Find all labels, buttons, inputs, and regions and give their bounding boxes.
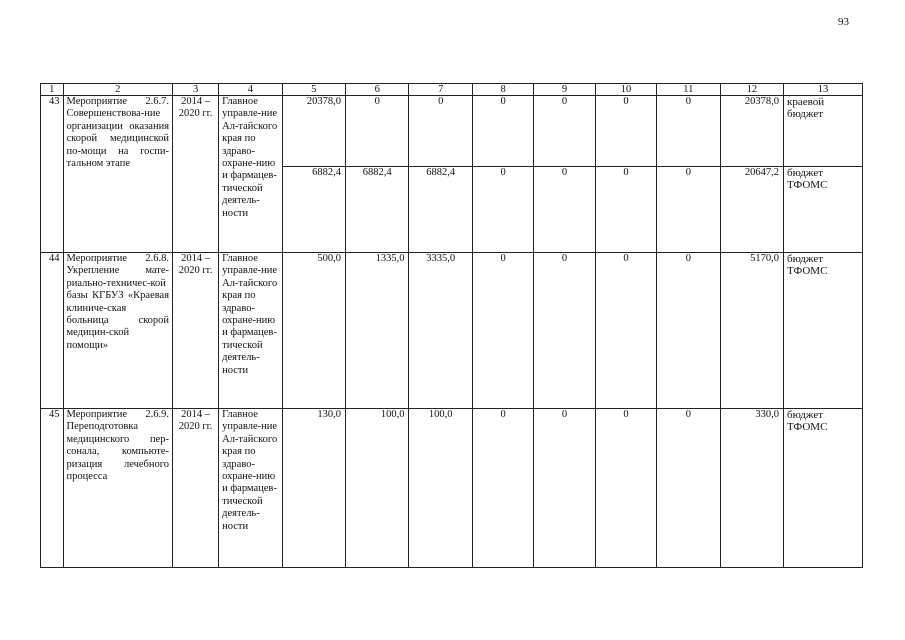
value-cell: 130,0: [282, 409, 345, 568]
value-cell: 100,0: [409, 409, 472, 568]
row-number: 43: [41, 96, 64, 253]
header-cell: 8: [472, 84, 533, 96]
executor: Главное управле-ние Ал-тайского края по здраво-охране-нию и фармацев-тической деятель-ности: [219, 96, 282, 253]
funding-source: бюджет ТФОМС: [784, 253, 863, 409]
value-cell: 0: [595, 167, 656, 253]
page-number: 93: [838, 16, 849, 28]
program-activities-table: [40, 83, 863, 568]
total-cell: 20647,2: [720, 167, 783, 253]
value-cell: 0: [472, 96, 533, 167]
header-cell: 1: [41, 84, 64, 96]
header-cell: 13: [784, 84, 863, 96]
header-cell: 2: [63, 84, 173, 96]
value-cell: 0: [472, 409, 533, 568]
value-cell: 100,0: [346, 409, 409, 568]
value-cell: 6882,4: [346, 167, 409, 253]
total-cell: 20378,0: [720, 96, 783, 167]
activity-name: Мероприятие 2.6.7. Совершенствова-ние организации оказания скорой медицинской по-мощи на госпи-тальном этапе: [63, 96, 173, 253]
executor: Главное управле-ние Ал-тайского края по здраво-охране-нию и фармацев-тической деятель-ности: [219, 409, 282, 568]
header-cell: 5: [282, 84, 345, 96]
value-cell: 0: [595, 96, 656, 167]
value-cell: 0: [657, 253, 720, 409]
header-cell: 11: [657, 84, 720, 96]
funding-source: бюджет ТФОМС: [784, 409, 863, 568]
funding-source: краевой бюджет: [784, 96, 863, 167]
value-cell: 0: [534, 167, 595, 253]
table-row: [41, 96, 863, 167]
value-cell: 0: [534, 409, 595, 568]
value-cell: 6882,4: [409, 167, 472, 253]
value-cell: 0: [534, 96, 595, 167]
activity-name: Мероприятие 2.6.8. Укрепление мате-риально-техничес-кой базы КГБУЗ «Краевая клиниче-ская больница скорой медицин-ской помощи»: [63, 253, 173, 409]
header-cell: 9: [534, 84, 595, 96]
value-cell: 0: [595, 253, 656, 409]
period: 2014 – 2020 гг.: [173, 253, 219, 409]
total-cell: 5170,0: [720, 253, 783, 409]
header-cell: 10: [595, 84, 656, 96]
header-cell: 3: [173, 84, 219, 96]
table-row: [41, 253, 863, 409]
value-cell: 0: [472, 167, 533, 253]
value-cell: 20378,0: [282, 96, 345, 167]
value-cell: 1335,0: [346, 253, 409, 409]
value-cell: 6882,4: [282, 167, 345, 253]
table-row: [41, 409, 863, 568]
value-cell: 0: [346, 96, 409, 167]
header-cell: 6: [346, 84, 409, 96]
header-cell: 12: [720, 84, 783, 96]
value-cell: 0: [472, 253, 533, 409]
value-cell: 0: [595, 409, 656, 568]
value-cell: 0: [657, 409, 720, 568]
total-cell: 330,0: [720, 409, 783, 568]
funding-source: бюджет ТФОМС: [784, 167, 863, 253]
header-cell: 4: [219, 84, 282, 96]
column-numbers-row: [41, 84, 863, 96]
activity-name: Мероприятие 2.6.9. Переподготовка медицинского пер-сонала, компьюте-ризация лечебного процесса: [63, 409, 173, 568]
value-cell: 0: [534, 253, 595, 409]
value-cell: 500,0: [282, 253, 345, 409]
value-cell: 0: [657, 96, 720, 167]
value-cell: 0: [409, 96, 472, 167]
header-cell: 7: [409, 84, 472, 96]
value-cell: 0: [657, 167, 720, 253]
value-cell: 3335,0: [409, 253, 472, 409]
executor: Главное управле-ние Ал-тайского края по здраво-охране-нию и фармацев-тической деятель-ности: [219, 253, 282, 409]
period: 2014 – 2020 гг.: [173, 96, 219, 253]
row-number: 44: [41, 253, 64, 409]
row-number: 45: [41, 409, 64, 568]
period: 2014 – 2020 гг.: [173, 409, 219, 568]
